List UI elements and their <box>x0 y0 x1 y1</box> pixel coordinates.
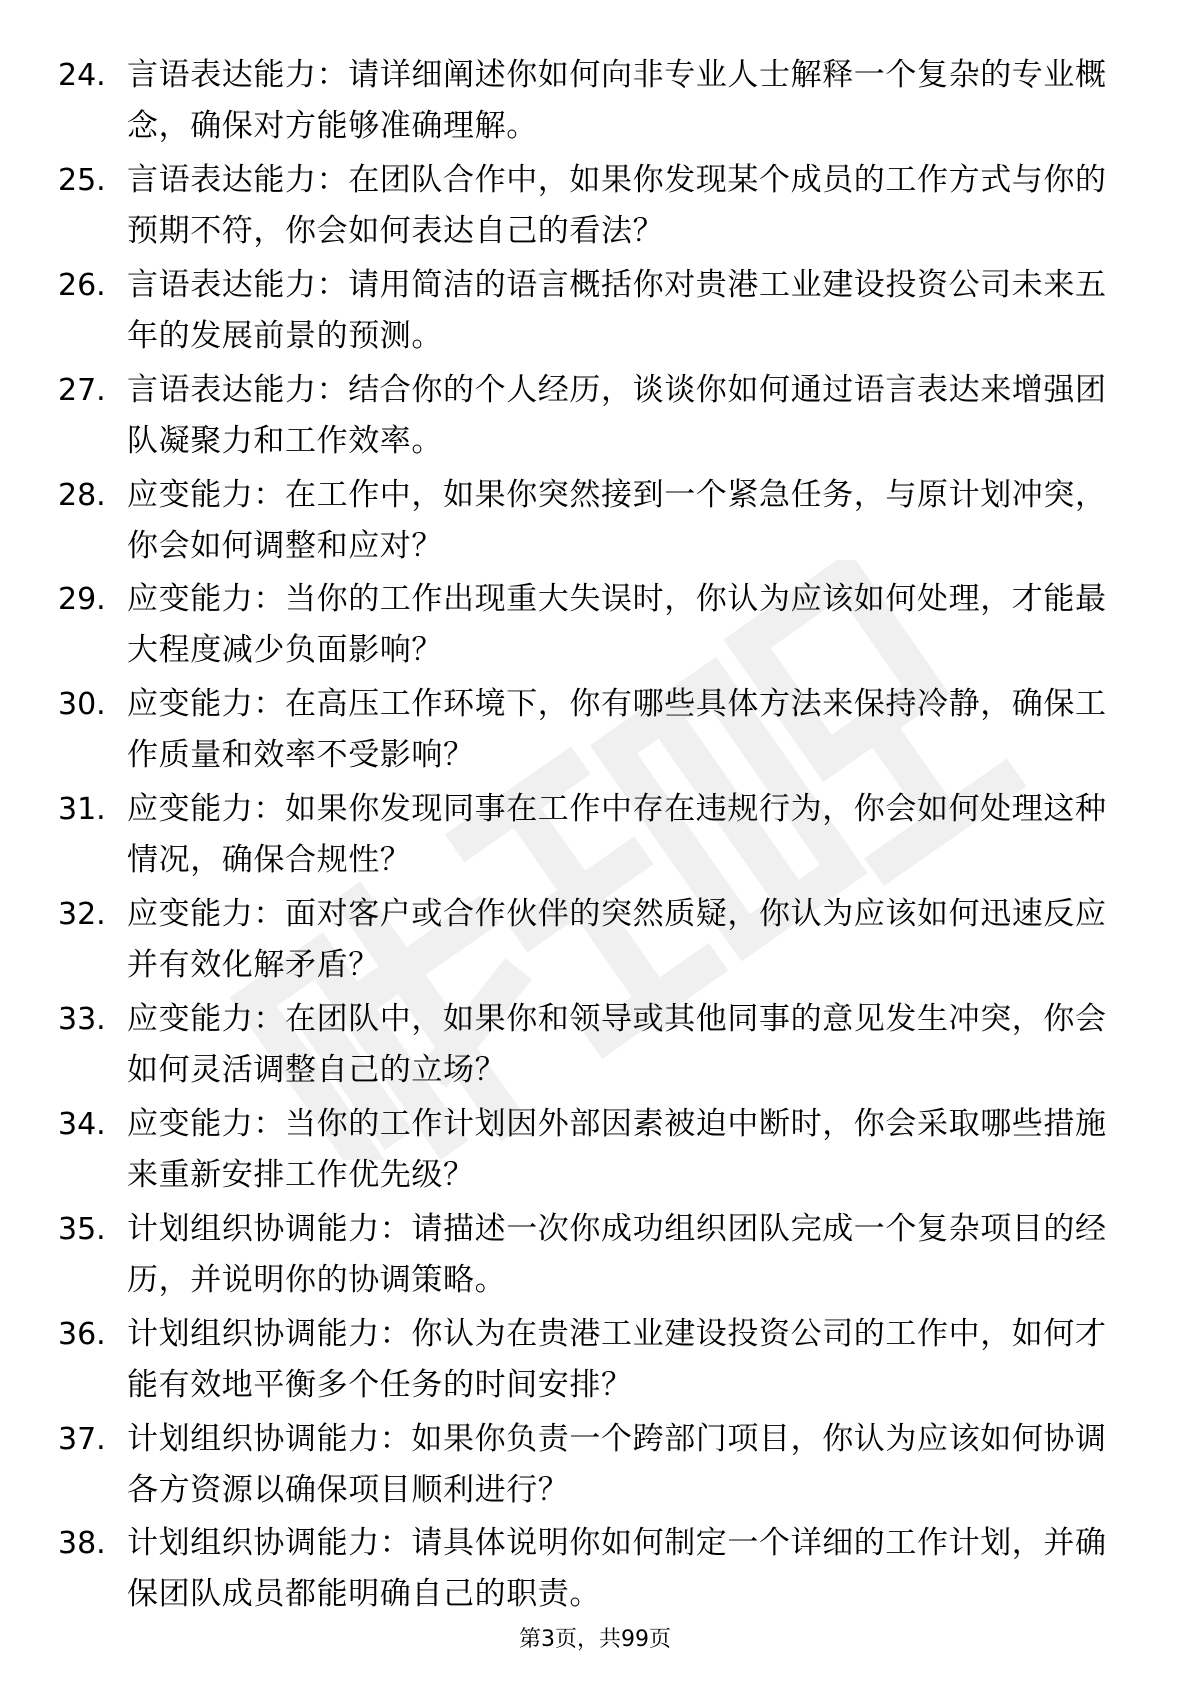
question-text: 应变能力：当你的工作计划因外部因素被迫中断时，你会采取哪些措施来重新安排工作优先级？ <box>127 1105 1107 1193</box>
question-text: 计划组织协调能力：你认为在贵港工业建设投资公司的工作中，如何才能有效地平衡多个任务的时间安排？ <box>127 1315 1107 1403</box>
question-number: 33. <box>58 1002 106 1038</box>
question-text: 计划组织协调能力：请具体说明你如何制定一个详细的工作计划，并确保团队成员都能明确自己的职责。 <box>127 1525 1107 1613</box>
question-number: 25. <box>58 162 106 198</box>
question-text: 应变能力：如果你发现同事在工作中存在违规行为，你会如何处理这种情况，确保合规性？ <box>127 791 1107 879</box>
question-item <box>0 470 1190 575</box>
question-number: 32. <box>58 897 106 933</box>
question-number: 31. <box>58 792 106 828</box>
question-item <box>0 155 1190 260</box>
question-text: 计划组织协调能力：请描述一次你成功组织团队完成一个复杂项目的经历，并说明你的协调策略。 <box>127 1210 1107 1298</box>
page-footer: 第3页，共99页 <box>519 1627 671 1652</box>
question-number: 26. <box>58 267 106 303</box>
question-text: 应变能力：当你的工作出现重大失误时，你认为应该如何处理，才能最大程度减少负面影响？ <box>127 581 1107 669</box>
question-item <box>0 365 1190 470</box>
question-number: 30. <box>58 687 106 723</box>
question-item <box>0 50 1190 155</box>
question-text: 言语表达能力：结合你的个人经历，谈谈你如何通过语言表达来增强团队凝聚力和工作效率。 <box>127 371 1107 459</box>
question-number: 37. <box>58 1421 106 1457</box>
question-text: 言语表达能力：在团队合作中，如果你发现某个成员的工作方式与你的预期不符，你会如何表达自己的看法？ <box>127 161 1107 249</box>
question-number: 29. <box>58 582 106 618</box>
question-number: 34. <box>58 1106 106 1142</box>
question-item <box>0 574 1190 679</box>
question-item <box>0 1204 1190 1309</box>
question-text: 言语表达能力：请详细阐述你如何向非专业人士解释一个复杂的专业概念，确保对方能够准确理解。 <box>127 57 1107 144</box>
question-item <box>0 994 1190 1099</box>
question-item <box>0 889 1190 994</box>
question-text: 应变能力：在高压工作环境下，你有哪些具体方法来保持冷静，确保工作质量和效率不受影响？ <box>127 686 1107 774</box>
question-text: 计划组织协调能力：如果你负责一个跨部门项目，你认为应该如何协调各方资源以确保项目顺利进行？ <box>127 1420 1107 1508</box>
question-item <box>0 1518 1190 1623</box>
question-number: 36. <box>58 1316 106 1352</box>
question-item <box>0 260 1190 365</box>
question-item <box>0 1099 1190 1204</box>
question-item <box>0 1309 1190 1414</box>
question-text: 言语表达能力：请用简洁的语言概括你对贵港工业建设投资公司未来五年的发展前景的预测。 <box>127 266 1107 354</box>
question-text: 应变能力：在团队中，如果你和领导或其他同事的意见发生冲突，你会如何灵活调整自己的立场？ <box>127 1001 1107 1089</box>
question-item <box>0 679 1190 784</box>
question-number: 28. <box>58 477 106 513</box>
question-item <box>0 1414 1190 1519</box>
question-number: 38. <box>58 1526 106 1562</box>
question-item <box>0 784 1190 889</box>
question-number: 27. <box>58 372 106 408</box>
question-number: 35. <box>58 1211 106 1247</box>
question-number: 24. <box>58 58 106 93</box>
question-text: 应变能力：在工作中，如果你突然接到一个紧急任务，与原计划冲突，你会如何调整和应对？ <box>127 476 1107 564</box>
question-list <box>0 50 1190 1623</box>
question-text: 应变能力：面对客户或合作伙伴的突然质疑，你认为应该如何迅速反应并有效化解矛盾？ <box>127 896 1107 984</box>
